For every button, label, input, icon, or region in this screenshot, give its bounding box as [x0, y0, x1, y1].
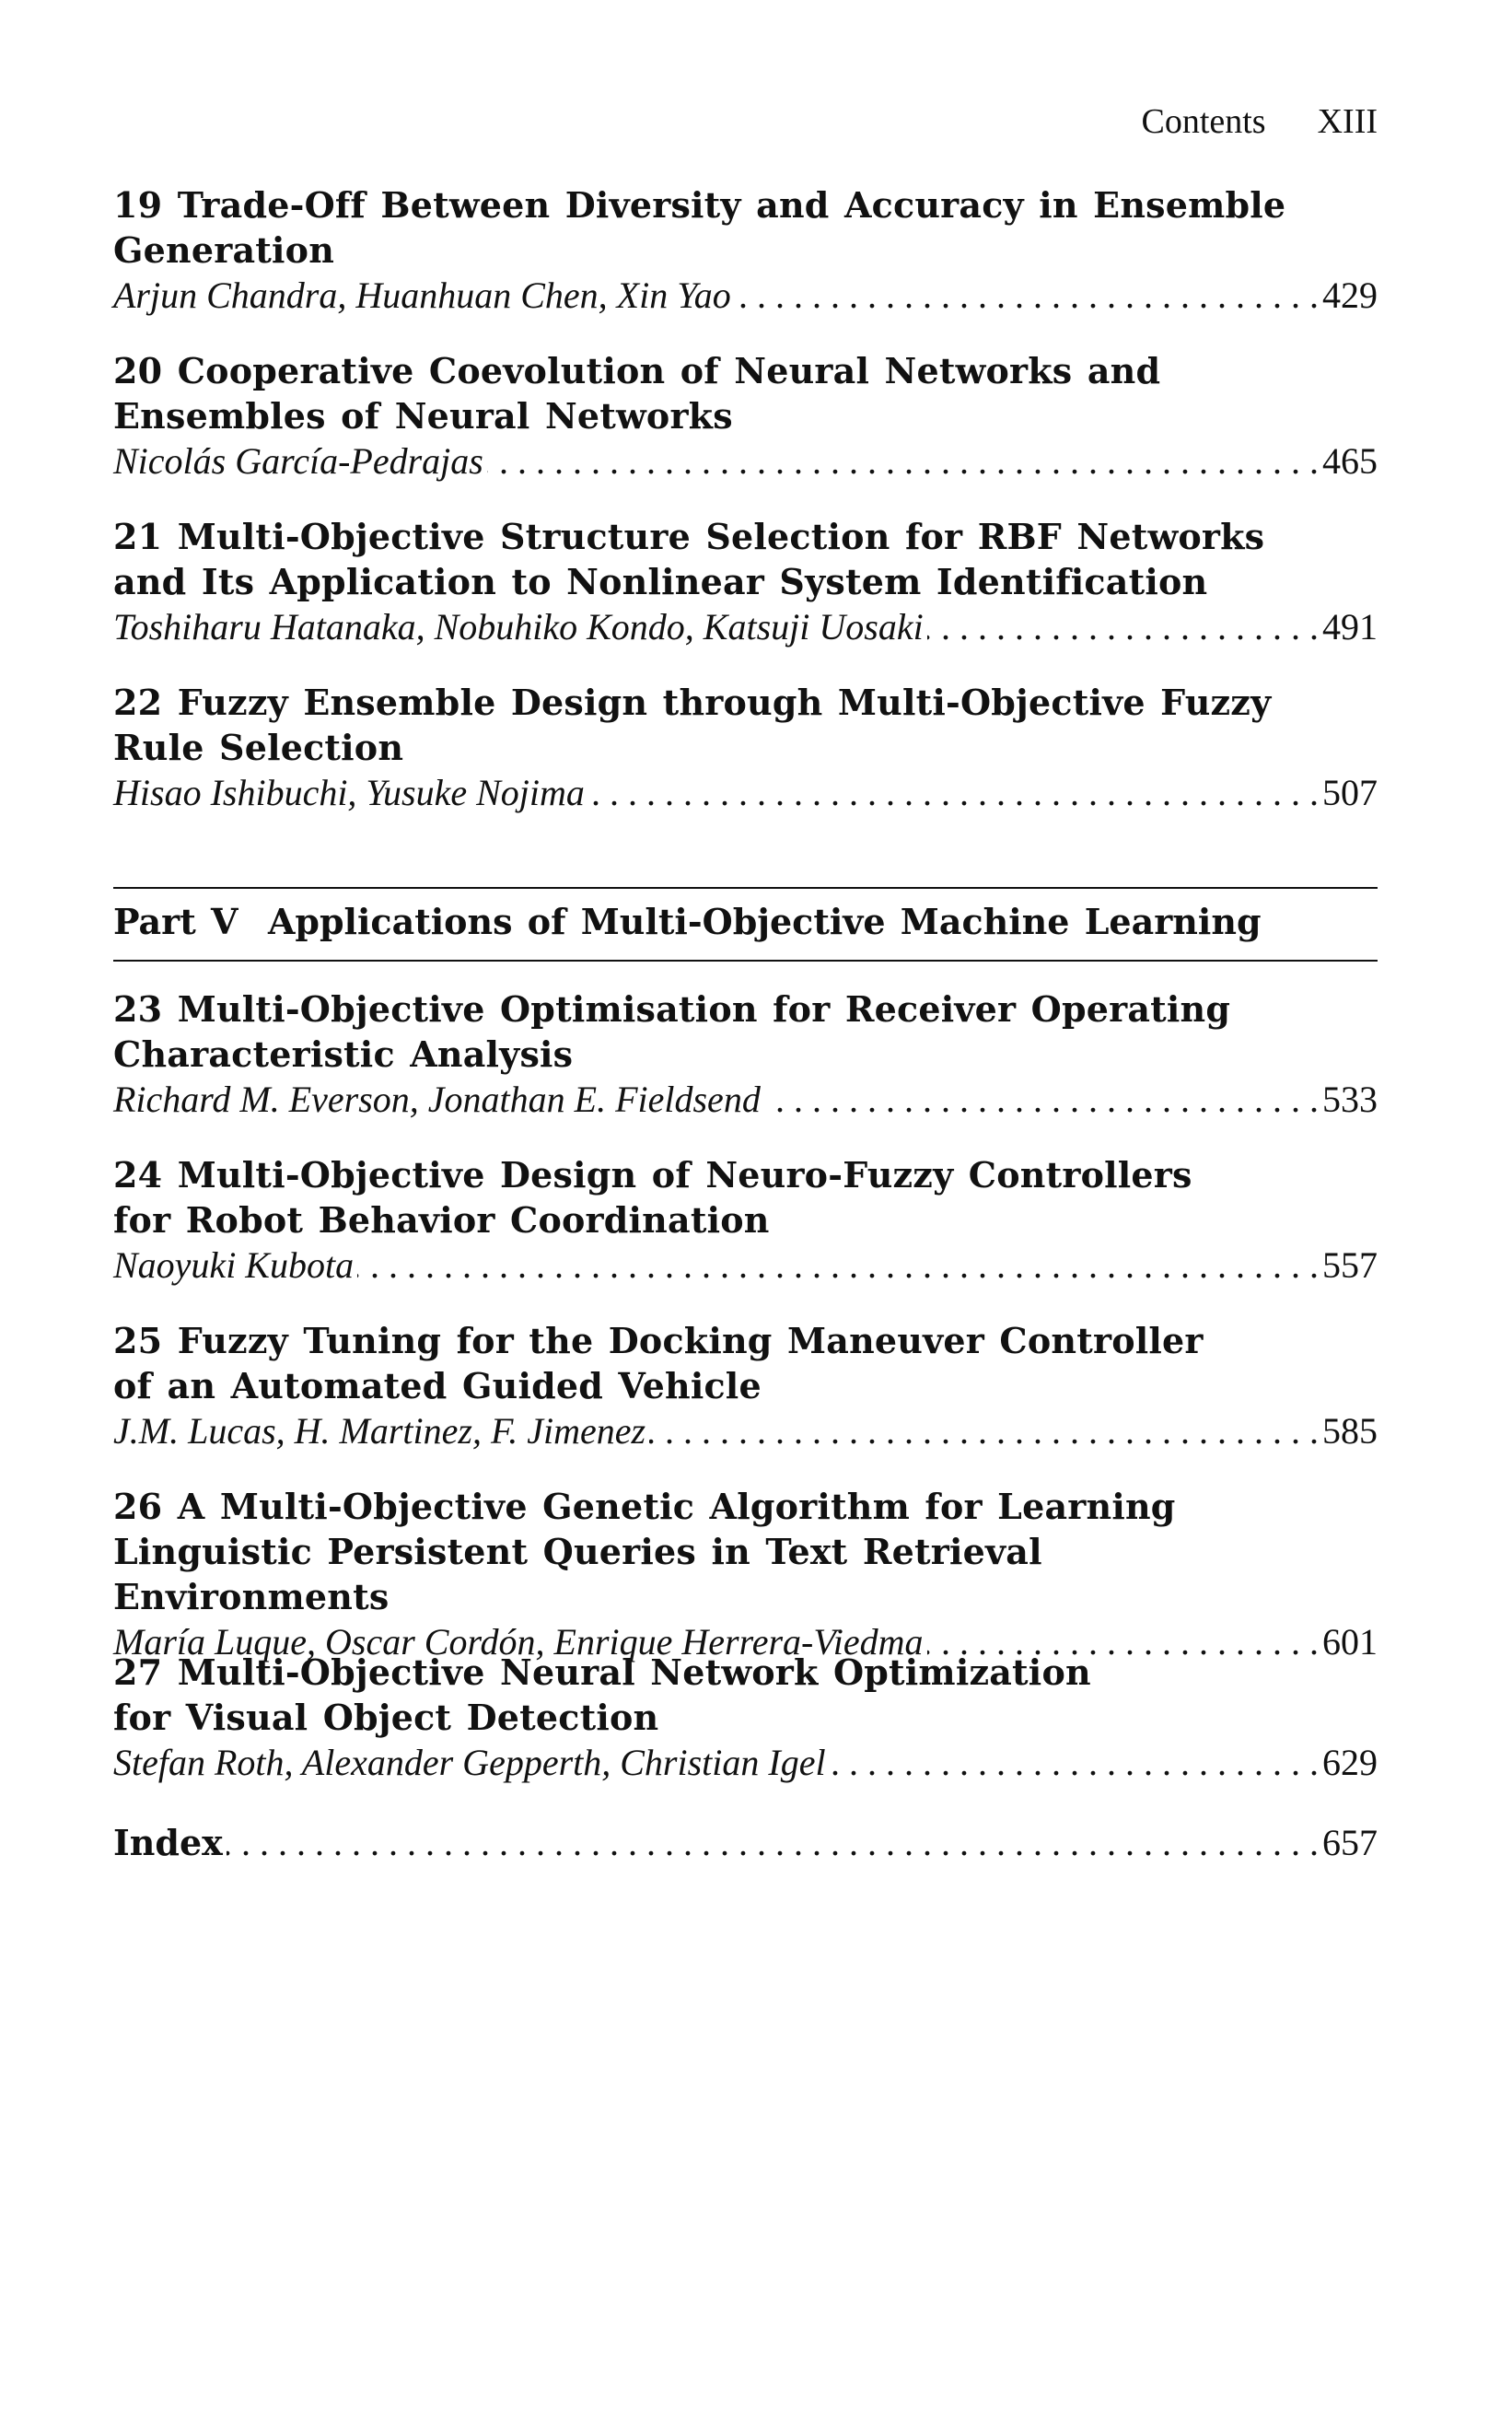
- toc-page: [113, 0, 1378, 2415]
- index-label: Index: [113, 1822, 223, 1863]
- toc-entry-27[interactable]: [113, 1650, 1378, 1786]
- running-head-page-number: XIII: [1317, 102, 1378, 141]
- chapter-title-line: Linguistic Persistent Queries in Text Retrieval Environments: [113, 1531, 1042, 1617]
- chapter-authors: Nicolás García-Pedrajas: [113, 440, 483, 482]
- chapter-title-line: Generation: [113, 229, 335, 271]
- chapter-title-line: for Visual Object Detection: [113, 1697, 659, 1738]
- chapter-title: [113, 680, 1310, 770]
- chapter-authors: Richard M. Everson, Jonathan E. Fieldsend: [113, 1079, 761, 1120]
- chapter-title-line: for Robot Behavior Coordination: [113, 1199, 770, 1241]
- chapter-title-line: Rule Selection: [113, 727, 404, 768]
- chapter-title-line: 21 Multi-Objective Structure Selection for RBF Networks: [113, 516, 1265, 557]
- part-rule-top: [113, 887, 1378, 889]
- index-page-number[interactable]: 657: [1322, 1822, 1378, 1863]
- chapter-title-line: 23 Multi-Objective Optimisation for Receiver Operating: [113, 988, 1231, 1030]
- toc-entry-index[interactable]: [113, 1820, 1378, 1866]
- chapter-title: [113, 348, 1310, 438]
- chapter-author-line: [113, 604, 1378, 650]
- toc-entry-19[interactable]: [113, 182, 1378, 319]
- chapter-page-number[interactable]: 465: [1322, 440, 1378, 482]
- chapter-page-number[interactable]: 585: [1322, 1410, 1378, 1452]
- part-title: Applications of Multi-Objective Machine Learning: [267, 901, 1262, 942]
- toc-entry-22[interactable]: [113, 680, 1378, 816]
- chapter-authors: Naoyuki Kubota: [113, 1244, 355, 1286]
- toc-entry-20[interactable]: [113, 348, 1378, 484]
- chapter-author-line: [113, 1740, 1378, 1786]
- part-heading[interactable]: [113, 899, 1262, 945]
- dot-leader: [927, 604, 1319, 650]
- chapter-title-line: 25 Fuzzy Tuning for the Docking Maneuver Controller: [113, 1320, 1204, 1361]
- chapter-title-line: 19 Trade-Off Between Diversity and Accuracy in Ensemble: [113, 184, 1286, 226]
- chapter-title-line: 22 Fuzzy Ensemble Design through Multi-Objective Fuzzy: [113, 682, 1272, 723]
- chapter-title-line: and Its Application to Nonlinear System Identification: [113, 561, 1208, 602]
- chapter-author-line: [113, 770, 1378, 816]
- toc-entry-25[interactable]: [113, 1318, 1378, 1454]
- chapter-title-line: 24 Multi-Objective Design of Neuro-Fuzzy Controllers: [113, 1154, 1192, 1196]
- running-head-section: Contents: [1141, 102, 1266, 141]
- dot-leader: [588, 770, 1319, 816]
- chapter-page-number[interactable]: 629: [1322, 1742, 1378, 1783]
- chapter-authors: J.M. Lucas, H. Martinez, F. Jimenez: [113, 1410, 646, 1452]
- index-line: [113, 1820, 1378, 1866]
- chapter-title: [113, 1152, 1310, 1242]
- dot-leader: [227, 1820, 1319, 1866]
- dot-leader: [735, 273, 1319, 319]
- toc-entry-26[interactable]: [113, 1484, 1378, 1665]
- chapter-title-line: Ensembles of Neural Networks: [113, 395, 733, 437]
- chapter-author-line: [113, 438, 1378, 484]
- chapter-title: [113, 1650, 1310, 1740]
- chapter-author-line: [113, 1242, 1378, 1289]
- chapter-authors: Stefan Roth, Alexander Gepperth, Christian Igel: [113, 1742, 826, 1783]
- chapter-page-number[interactable]: 533: [1322, 1079, 1378, 1120]
- chapter-page-number[interactable]: 429: [1322, 274, 1378, 316]
- chapter-page-number[interactable]: 557: [1322, 1244, 1378, 1286]
- chapter-authors: Arjun Chandra, Huanhuan Chen, Xin Yao: [113, 274, 731, 316]
- chapter-author-line: [113, 1077, 1378, 1123]
- chapter-author-line: [113, 273, 1378, 319]
- chapter-authors: Hisao Ishibuchi, Yusuke Nojima: [113, 772, 585, 813]
- chapter-title: [113, 986, 1310, 1077]
- chapter-authors: María Luque, Oscar Cordón, Enrique Herrera-Viedma: [113, 1621, 924, 1662]
- chapter-page-number[interactable]: 491: [1322, 606, 1378, 648]
- dot-leader: [649, 1408, 1319, 1454]
- dot-leader: [487, 438, 1319, 484]
- chapter-author-line: [113, 1408, 1378, 1454]
- chapter-title-line: 27 Multi-Objective Neural Network Optimization: [113, 1651, 1091, 1693]
- part-rule-bottom: [113, 960, 1378, 962]
- toc-entry-21[interactable]: [113, 514, 1378, 650]
- dot-leader: [830, 1740, 1319, 1786]
- toc-entry-23[interactable]: [113, 986, 1378, 1123]
- part-label: Part V: [113, 901, 238, 942]
- chapter-title-line: Characteristic Analysis: [113, 1033, 574, 1075]
- chapter-title: [113, 1484, 1310, 1619]
- chapter-title-line: 20 Cooperative Coevolution of Neural Networks and: [113, 350, 1161, 391]
- running-head: [1141, 101, 1378, 142]
- dot-leader: [764, 1077, 1319, 1123]
- chapter-title-line: 26 A Multi-Objective Genetic Algorithm for Learning: [113, 1486, 1176, 1527]
- chapter-title: [113, 182, 1310, 273]
- chapter-page-number[interactable]: 507: [1322, 772, 1378, 813]
- chapter-title-line: of an Automated Guided Vehicle: [113, 1365, 762, 1406]
- toc-entry-24[interactable]: [113, 1152, 1378, 1289]
- chapter-page-number[interactable]: 601: [1322, 1621, 1378, 1662]
- chapter-title: [113, 514, 1310, 604]
- chapter-title: [113, 1318, 1310, 1408]
- chapter-authors: Toshiharu Hatanaka, Nobuhiko Kondo, Katsuji Uosaki: [113, 606, 924, 648]
- dot-leader: [357, 1242, 1319, 1289]
